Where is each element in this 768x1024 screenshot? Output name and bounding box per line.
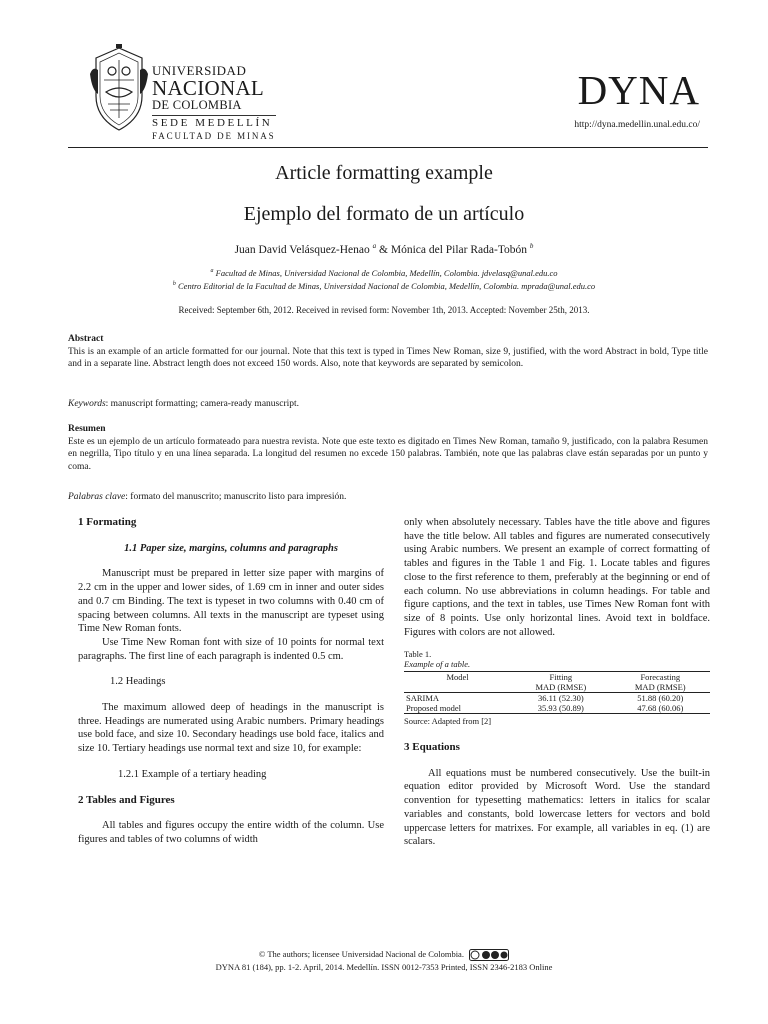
table-label: Table 1.	[404, 649, 432, 660]
author-separator: &	[376, 243, 391, 256]
affiliation-a	[0, 268, 768, 278]
paragraph-margins: Manuscript must be prepared in letter size paper with margins of 2.2 cm in the upper and lower sides, of 1.69 cm in inner and outer sides and 0.7 cm Binding. The text is typeset in two columns with 0.40 cm of spacing between columns. All texts in the manuscript are typeset using Time New Roman fonts.	[78, 568, 384, 635]
affiliation-a-sup: a	[210, 268, 214, 275]
table-cell: 51.88 (60.20)	[637, 693, 684, 704]
left-column	[78, 516, 384, 847]
table-row	[404, 693, 710, 704]
table-source: Source: Adapted from [2]	[404, 716, 492, 727]
university-name	[152, 64, 276, 142]
university-logo	[90, 38, 290, 143]
journal-url[interactable]: http://dyna.medellin.unal.edu.co/	[574, 120, 700, 130]
license-line	[0, 948, 768, 961]
heading-tables-figures: 2 Tables and Figures	[78, 793, 175, 806]
resumen-section	[68, 423, 708, 473]
page-footer	[0, 948, 768, 973]
heading-tertiary-example: 1.2.1 Example of a tertiary heading	[118, 768, 267, 780]
keywords	[68, 398, 708, 411]
heading-paper-size: 1.1 Paper size, margins, columns and paragraphs	[124, 542, 338, 554]
title-english: Article formatting example	[275, 162, 493, 184]
right-column	[404, 516, 710, 849]
university-line3: DE COLOMBIA	[152, 98, 242, 112]
affiliation-b-text: Centro Editorial de la Facultad de Minas, Universidad Nacional de Colombia, Medellín, Colombia. mprada@unal.edu.co	[178, 281, 596, 291]
table-header: Forecasting	[611, 672, 710, 683]
author-1: Juan David Velásquez-Henao	[234, 243, 370, 256]
affiliation-b	[0, 281, 768, 291]
affiliation-a-text: Facultad de Minas, Universidad Nacional de Colombia, Medellín, Colombia. jdvelasq@unal.edu.co	[215, 268, 558, 278]
table-cell: 35.93 (50.89)	[511, 703, 610, 714]
journal-name: DYNA	[577, 67, 700, 113]
palabras-clave	[68, 491, 708, 504]
license-text: © The authors; licensee Universidad Nacional de Colombia.	[258, 949, 464, 959]
table-header: MAD (RMSE)	[511, 682, 610, 693]
abstract-section	[68, 333, 708, 371]
affiliation-b-sup: b	[172, 281, 176, 288]
palabras-clave-text: : formato del manuscrito; manuscrito listo para impresión.	[125, 492, 347, 502]
citation-line: DYNA 81 (184), pp. 1-2. April, 2014. Medellín. ISSN 0012-7353 Printed, ISSN 2346-2183 Online	[215, 962, 553, 973]
table-cell: 47.68 (60.06)	[611, 703, 710, 714]
table-cell: SARIMA	[406, 693, 440, 704]
heading-formatting: 1 Formating	[78, 516, 137, 528]
header-rule	[68, 147, 708, 148]
author-2-sup: b	[529, 242, 534, 250]
university-line1: UNIVERSIDAD	[152, 63, 247, 78]
table-header: Model	[404, 672, 511, 683]
palabras-clave-label: Palabras clave	[68, 492, 126, 502]
abstract-text: This is an example of an article formatted for our journal. Note that this text is typed in Times New Roman, size 9, justified, with the word Abstract in bold, Type title and in a separate line. Abstract length does not exceed 150 words. Also, note that keywords are separated by semicolon.	[68, 346, 708, 369]
table-title: Example of a table.	[404, 659, 471, 670]
resumen-text: Este es un ejemplo de un artículo formateado para nuestra revista. Note que este texto es digitado en Times New Roman, tamaño 9, justificado, con la palabra Resumen en negrilla, Tipo título y en una línea separada. La longitud del resumen no excede 150 palabras. También, note que las palabras clave están separadas por un punto y coma.	[68, 436, 708, 472]
university-line2: NACIONAL	[152, 76, 265, 100]
table-cell: Proposed model	[404, 703, 511, 714]
table-header	[404, 682, 511, 693]
paragraph-equations: All equations must be numbered consecutively. Use the built-in equation editor provided by Microsoft Word. Use the standard convention for typesetting mathematics: letters in italics for scalar variables and constants, bold lowercase letters for vectors and bold uppercase letters for matrixes. For example, all variables in eq. (1) are scalars.	[404, 767, 710, 848]
table-caption	[404, 649, 710, 669]
table-header: MAD (RMSE)	[611, 682, 710, 693]
table-row	[404, 703, 710, 714]
paragraph-tables-figures: only when absolutely necessary. Tables have the title above and figures have the title below. All tables and figures are numerated consecutively using Arabic numbers. We present an example of correct formatting of tables and figures in the Table 1 and Fig. 1. Locate tables and figures close to the first reference to them, preferably at the beginning or end of each column. No use abbreviations in column headings. For table and figure captions, and the text in tables, use Times New Roman font with size of 8 points. Use only horizontal lines. Avoid text in boldface. Figures with colors are not allowed.	[404, 517, 710, 638]
heading-headings: 1.2 Headings	[110, 676, 166, 688]
authors-line	[0, 242, 768, 256]
resumen-heading: Resumen	[68, 424, 106, 434]
university-crest-icon	[90, 44, 148, 134]
received-dates: Received: September 6th, 2012. Received in revised form: November 1th, 2013. Accepted: November 25th, 2013.	[178, 305, 590, 315]
author-1-sup: a	[372, 242, 377, 250]
title-spanish: Ejemplo del formato de un artículo	[243, 203, 525, 225]
keywords-label: Keywords	[68, 399, 106, 409]
table-cell: 36.11 (52.30)	[537, 693, 584, 704]
results-table	[404, 671, 710, 714]
university-line5: FACULTAD DE MINAS	[152, 131, 276, 141]
paragraph-headings: The maximum allowed deep of headings in the manuscript is three. Headings are numerated using Arabic numbers. Primary headings use bold face, and size 10. Secondary headings use bold face, italics and size 10. Tertiary headings use normal text and size 10, for example:	[78, 702, 384, 755]
keywords-text: : manuscript formatting; camera-ready manuscript.	[105, 399, 300, 409]
paragraph-tables-width: All tables and figures occupy the entire width of the column. Use figures and tables of two columns of width	[78, 820, 384, 845]
abstract-heading: Abstract	[68, 334, 104, 344]
university-line4: SEDE MEDELLÍN	[152, 115, 276, 130]
paragraph-font-size: Use Time New Roman font with size of 10 points for normal text paragraphs. The first line of each paragraph is indented 0.5 cm.	[78, 636, 384, 662]
table-header: Fitting	[511, 672, 610, 683]
cc-license-badge-icon[interactable]	[469, 949, 509, 961]
heading-equations: 3 Equations	[404, 741, 460, 754]
author-2: Mónica del Pilar Rada-Tobón	[390, 243, 528, 256]
